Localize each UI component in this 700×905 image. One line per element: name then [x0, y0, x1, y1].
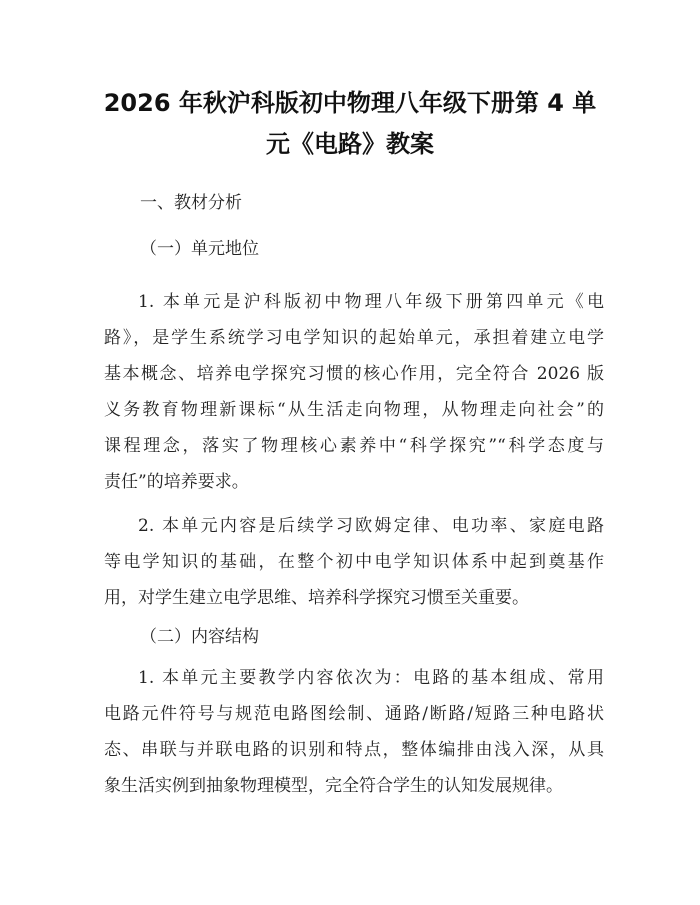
- paragraph-line: 1. 本单元是沪科版初中物理八年级下册第四单元《电: [138, 292, 604, 312]
- paragraph-line: 等电学知识的基础，在整个初中电学知识体系中起到奠基作: [104, 552, 604, 572]
- paragraph-line: 义务教育物理新课标“从生活走向物理，从物理走向社会”的: [104, 400, 604, 420]
- paragraph-unit-position-2: [104, 508, 604, 616]
- section-heading-textbook-analysis: 一、教材分析: [140, 193, 242, 213]
- subsection-heading-unit-position: （一）单元地位: [140, 239, 259, 259]
- paragraph-line: 1. 本单元主要教学内容依次为：电路的基本组成、常用: [138, 668, 604, 688]
- paragraph-line: 象生活实例到抽象物理模型，完全符合学生的认知发展规律。: [104, 776, 563, 796]
- paragraph-line: 课程理念，落实了物理核心素养中“科学探究”“科学态度与: [104, 436, 604, 456]
- paragraph-line: 2. 本单元内容是后续学习欧姆定律、电功率、家庭电路: [138, 516, 604, 536]
- paragraph-line: 用，对学生建立电学思维、培养科学探究习惯至关重要。: [104, 588, 529, 608]
- paragraph-content-structure-1: [104, 660, 604, 804]
- paragraph-unit-position-1: [104, 284, 604, 500]
- subsection-heading-content-structure: （二）内容结构: [140, 627, 259, 647]
- paragraph-line: 态、串联与并联电路的识别和特点，整体编排由浅入深，从具: [104, 740, 604, 760]
- document-title-line-2: 元《电路》教案: [266, 130, 434, 158]
- paragraph-line: 责任”的培养要求。: [104, 472, 249, 492]
- paragraph-line: 电路元件符号与规范电路图绘制、通路/断路/短路三种电路状: [104, 704, 604, 724]
- paragraph-line: 路》，是学生系统学习电学知识的起始单元，承担着建立电学: [104, 328, 604, 348]
- paragraph-line: 基本概念、培养电学探究习惯的核心作用，完全符合 2026 版: [104, 364, 604, 384]
- document-title-line-1: 2026 年秋沪科版初中物理八年级下册第 4 单: [103, 89, 597, 117]
